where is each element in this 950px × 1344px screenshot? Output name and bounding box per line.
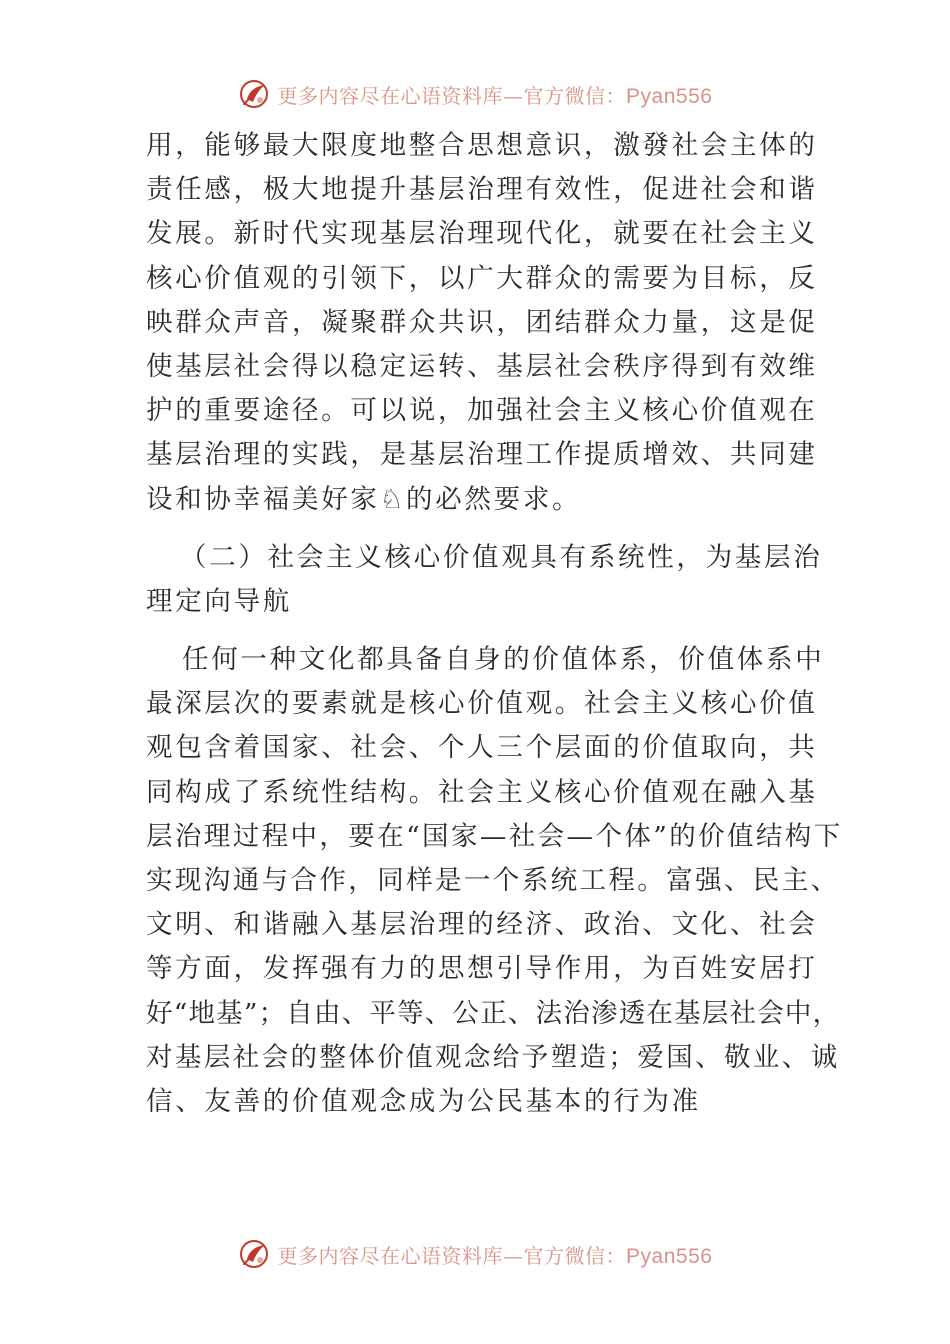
library-logo-icon	[238, 77, 272, 111]
text-line: 等方面，发挥强有力的思想引导作用，为百姓安居打	[146, 953, 818, 985]
footer-banner-text	[278, 1240, 713, 1269]
text-line: 用，能够最大限度地整合思想意识，激發社会主体的	[146, 130, 818, 161]
footer-banner-label: 更多内容尽在心语资料库—官方微信：	[277, 1243, 627, 1268]
text-line: 层治理过程中，要在“国家—社会—个体”的价值结构下	[146, 820, 843, 852]
section-subheading	[146, 536, 836, 624]
text-line: 观包含着国家、社会、个人三个层面的价值取向，共	[146, 732, 818, 764]
text-line: 基层治理的实践，是基层治理工作提质增效、共同建	[146, 439, 818, 471]
subheading-line: 理定向导航	[146, 585, 292, 617]
document-body	[146, 124, 843, 1124]
text-line: 实现沟通与合作，同样是一个系统工程。富强、民主、	[146, 865, 840, 896]
header-watermark-banner	[0, 72, 950, 116]
header-banner-label: 更多内容尽在心语资料库—官方微信：	[277, 83, 627, 108]
text-line: 对基层社会的整体价值观念给予塑造；爱国、敬业、诚	[146, 1041, 840, 1073]
text-line: 设和协幸福美好家♘的必然要求。	[146, 483, 582, 515]
text-line: 文明、和谐融入基层治理的经济、政治、文化、社会	[146, 909, 818, 941]
text-line: 映群众声音，凝聚群众共识，团结群众力量，这是促	[146, 306, 818, 338]
text-line: 核心价值观的引领下，以广大群众的需要为目标，反	[146, 262, 818, 294]
header-wechat-id: Pyan556	[626, 84, 713, 108]
text-line: 同构成了系统性结构。社会主义核心价值观在融入基	[146, 776, 818, 808]
text-line: 信、友善的价值观念成为公民基本的行为准	[146, 1085, 701, 1117]
header-banner-text	[278, 80, 713, 109]
text-line: 护的重要途径。可以说，加强社会主义核心价值观在	[146, 395, 818, 427]
paragraph-1	[146, 124, 836, 522]
library-logo-icon	[238, 1237, 272, 1271]
text-line: 责任感，极大地提升基层治理有效性，促进社会和谐	[146, 174, 818, 206]
text-line: 好“地基”；自由、平等、公正、法治渗透在基层社会中，	[146, 997, 841, 1029]
footer-wechat-id: Pyan556	[626, 1244, 713, 1268]
text-line: 任何一种文化都具备自身的价值体系，价值体系中	[182, 644, 825, 676]
text-line: 使基层社会得以稳定运转、基层社会秩序得到有效维	[146, 350, 818, 382]
text-line: 最深层次的要素就是核心价值观。社会主义核心价值	[146, 688, 818, 720]
subheading-line: （二）社会主义核心价值观具有系统性，为基层治	[180, 541, 823, 573]
text-line: 发展。新时代实现基层治理现代化，就要在社会主义	[146, 218, 818, 250]
footer-watermark-banner	[0, 1232, 950, 1276]
paragraph-2	[146, 638, 843, 1124]
